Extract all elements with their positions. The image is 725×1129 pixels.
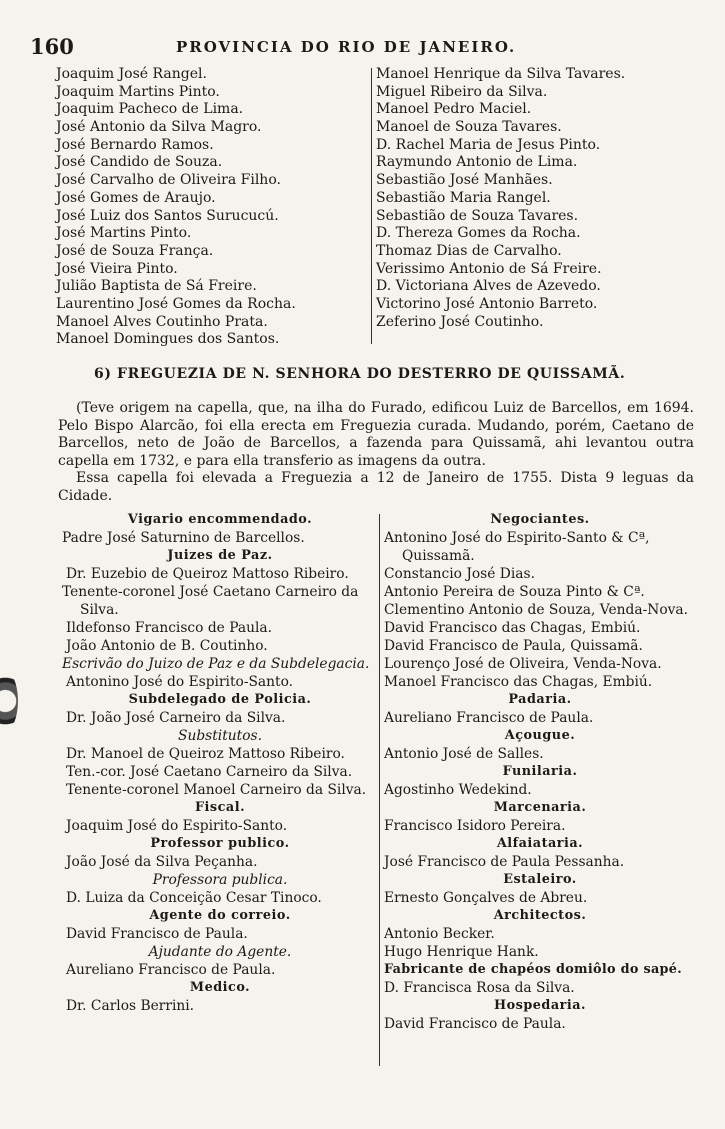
entry: Hugo Henrique Hank.	[384, 944, 539, 960]
entry: Ildefonso Francisco de Paula.	[66, 620, 273, 636]
list-item: José Luiz dos Santos Surucucú.	[56, 207, 279, 224]
list-item: Sebastião Maria Rangel.	[376, 189, 551, 206]
section-heading: Vigario encommendado.	[127, 512, 313, 527]
section-heading: Subdelegado de Policia.	[128, 692, 312, 707]
section-heading: Juizes de Paz.	[167, 548, 273, 563]
list-item: José Bernardo Ramos.	[56, 136, 214, 153]
list-item: D. Thereza Gomes da Rocha.	[376, 225, 581, 242]
entry: Aureliano Francisco de Paula.	[384, 710, 594, 726]
entry: Antonino José do Espirito-Santo.	[66, 674, 294, 690]
entry: David Francisco de Paula.	[66, 926, 248, 942]
entry: Antonino José do Espirito-Santo & Cª, Quissamã.	[384, 530, 650, 564]
entry: Tenente-coronel José Caetano Carneiro da Silva.	[62, 584, 359, 618]
list-item: José Antonio da Silva Magro.	[56, 119, 262, 136]
entry: Antonio José de Salles.	[384, 746, 544, 762]
names-list-left	[56, 66, 368, 349]
list-item: Joaquim José Rangel.	[56, 66, 207, 82]
section-heading: Hospedaria.	[493, 998, 586, 1013]
list-item: Manoel Alves Coutinho Prata.	[56, 313, 268, 330]
section-intro	[58, 400, 694, 505]
section-heading: Funilaria.	[502, 764, 578, 779]
list-item: Manoel Domingues dos Santos.	[56, 331, 280, 348]
entry: Manoel Francisco das Chagas, Embiú.	[384, 674, 653, 690]
section-heading: Escrivão do Juizo de Paz e da Subdelegacia.	[62, 656, 370, 672]
page-number: 160	[30, 34, 74, 59]
entry: Constancio José Dias.	[384, 566, 535, 582]
section-heading: Fiscal.	[194, 800, 246, 815]
list-item: José Vieira Pinto.	[56, 260, 178, 277]
entry: Antonio Pereira de Souza Pinto & Cª.	[384, 584, 645, 600]
list-item: José Martins Pinto.	[56, 225, 192, 242]
list-item: Sebastião de Souza Tavares.	[376, 207, 579, 224]
list-item: Manoel Henrique da Silva Tavares.	[376, 66, 626, 82]
column-divider	[379, 514, 380, 1066]
list-item: Sebastião José Manhães.	[376, 172, 553, 189]
section-heading: Ajudante do Agente.	[148, 944, 292, 960]
section-heading: Architectos.	[493, 908, 587, 923]
section-heading: Estaleiro.	[503, 872, 577, 887]
section-heading: Alfaiataria.	[496, 836, 584, 851]
section-heading: Agente do correio.	[149, 908, 291, 923]
list-item: Manoel de Souza Tavares.	[376, 119, 562, 136]
officials-column	[62, 511, 378, 1015]
entry: João Antonio de B. Coutinho.	[66, 638, 268, 654]
commerce-column	[384, 511, 696, 1033]
list-item: Joaquim Pacheco de Lima.	[56, 101, 244, 118]
entry: Francisco Isidoro Pereira.	[384, 818, 566, 834]
entry: David Francisco das Chagas, Embiú.	[384, 620, 641, 636]
entry: Dr. Euzebio de Queiroz Mattoso Ribeiro.	[66, 566, 349, 582]
section-heading: Padaria.	[508, 692, 572, 707]
list-item: José Carvalho de Oliveira Filho.	[56, 172, 281, 189]
entry: David Francisco de Paula.	[384, 1016, 566, 1032]
entry: D. Luiza da Conceição Cesar Tinoco.	[66, 890, 322, 906]
section-heading: Fabricante de chapéos domiôlo do sapé.	[384, 962, 682, 977]
list-item: José Candido de Souza.	[56, 154, 223, 171]
entry: Padre José Saturnino de Barcellos.	[62, 530, 305, 546]
entry: Dr. João José Carneiro da Silva.	[66, 710, 286, 726]
list-item: Thomaz Dias de Carvalho.	[376, 242, 562, 259]
entry: João José da Silva Peçanha.	[66, 854, 258, 870]
entry: Ernesto Gonçalves de Abreu.	[384, 890, 588, 906]
list-item: D. Victoriana Alves de Azevedo.	[376, 278, 601, 295]
list-item: José de Souza França.	[56, 242, 214, 259]
ink-blot	[0, 668, 18, 734]
entry: D. Francisca Rosa da Silva.	[384, 980, 575, 996]
list-item: José Gomes de Araujo.	[56, 189, 216, 206]
entry: Antonio Becker.	[384, 926, 495, 942]
list-item: Laurentino José Gomes da Rocha.	[56, 295, 296, 312]
names-list-right	[376, 66, 696, 331]
entry: Dr. Manoel de Queiroz Mattoso Ribeiro.	[66, 746, 345, 762]
list-item: Manoel Pedro Maciel.	[376, 101, 532, 118]
list-item: Joaquim Martins Pinto.	[56, 83, 220, 100]
entry: Lourenço José de Oliveira, Venda-Nova.	[384, 656, 662, 672]
section-heading: Medico.	[189, 980, 251, 995]
entry: Tenente-coronel Manoel Carneiro da Silva.	[66, 782, 367, 798]
entry: David Francisco de Paula, Quissamã.	[384, 638, 643, 654]
list-item: Julião Baptista de Sá Freire.	[56, 278, 257, 295]
running-title: PROVINCIA DO RIO DE JANEIRO.	[176, 38, 517, 56]
entry: Dr. Carlos Berrini.	[66, 998, 195, 1014]
paragraph: (Teve origem na capella, que, na ilha do Furado, edificou Luiz de Barcellos, em 1694. Pelo Bispo Alarcão, foi ella erecta em Freguezia curada. Mudando, porém, Caetano de Barcellos, neto de João de Barcellos, a fazenda para Quissamã, ahi levantou outra capella em 1732, e para ella transferio as imagens da outra.	[58, 400, 694, 469]
paragraph: Essa capella foi elevada a Freguezia a 12 de Janeiro de 1755. Dista 9 leguas da Cidade.	[58, 470, 694, 504]
entry: José Francisco de Paula Pessanha.	[384, 854, 625, 870]
section-heading: Professor publico.	[150, 836, 290, 851]
entry: Clementino Antonio de Souza, Venda-Nova.	[384, 602, 689, 618]
entry: Agostinho Wedekind.	[384, 782, 532, 798]
list-item: Raymundo Antonio de Lima.	[376, 154, 578, 171]
entry: Aureliano Francisco de Paula.	[66, 962, 276, 978]
section-heading: Professora publica.	[152, 872, 288, 888]
entry: Ten.-cor. José Caetano Carneiro da Silva.	[66, 764, 353, 780]
page-header	[30, 34, 700, 60]
section-heading: Açougue.	[504, 728, 576, 743]
section-heading: Substitutos.	[178, 728, 262, 744]
list-item: D. Rachel Maria de Jesus Pinto.	[376, 136, 601, 153]
section-heading: Marcenaria.	[493, 800, 587, 815]
list-item: Victorino José Antonio Barreto.	[376, 295, 598, 312]
list-item: Miguel Ribeiro da Silva.	[376, 83, 548, 100]
list-item: Zeferino José Coutinho.	[376, 313, 544, 330]
section-heading: Negociantes.	[490, 512, 590, 527]
section-title: 6) FREGUEZIA DE N. SENHORA DO DESTERRO DE QUISSAMÃ.	[94, 366, 626, 382]
column-divider	[371, 68, 372, 344]
entry: Joaquim José do Espirito-Santo.	[66, 818, 288, 834]
list-item: Verissimo Antonio de Sá Freire.	[376, 260, 602, 277]
